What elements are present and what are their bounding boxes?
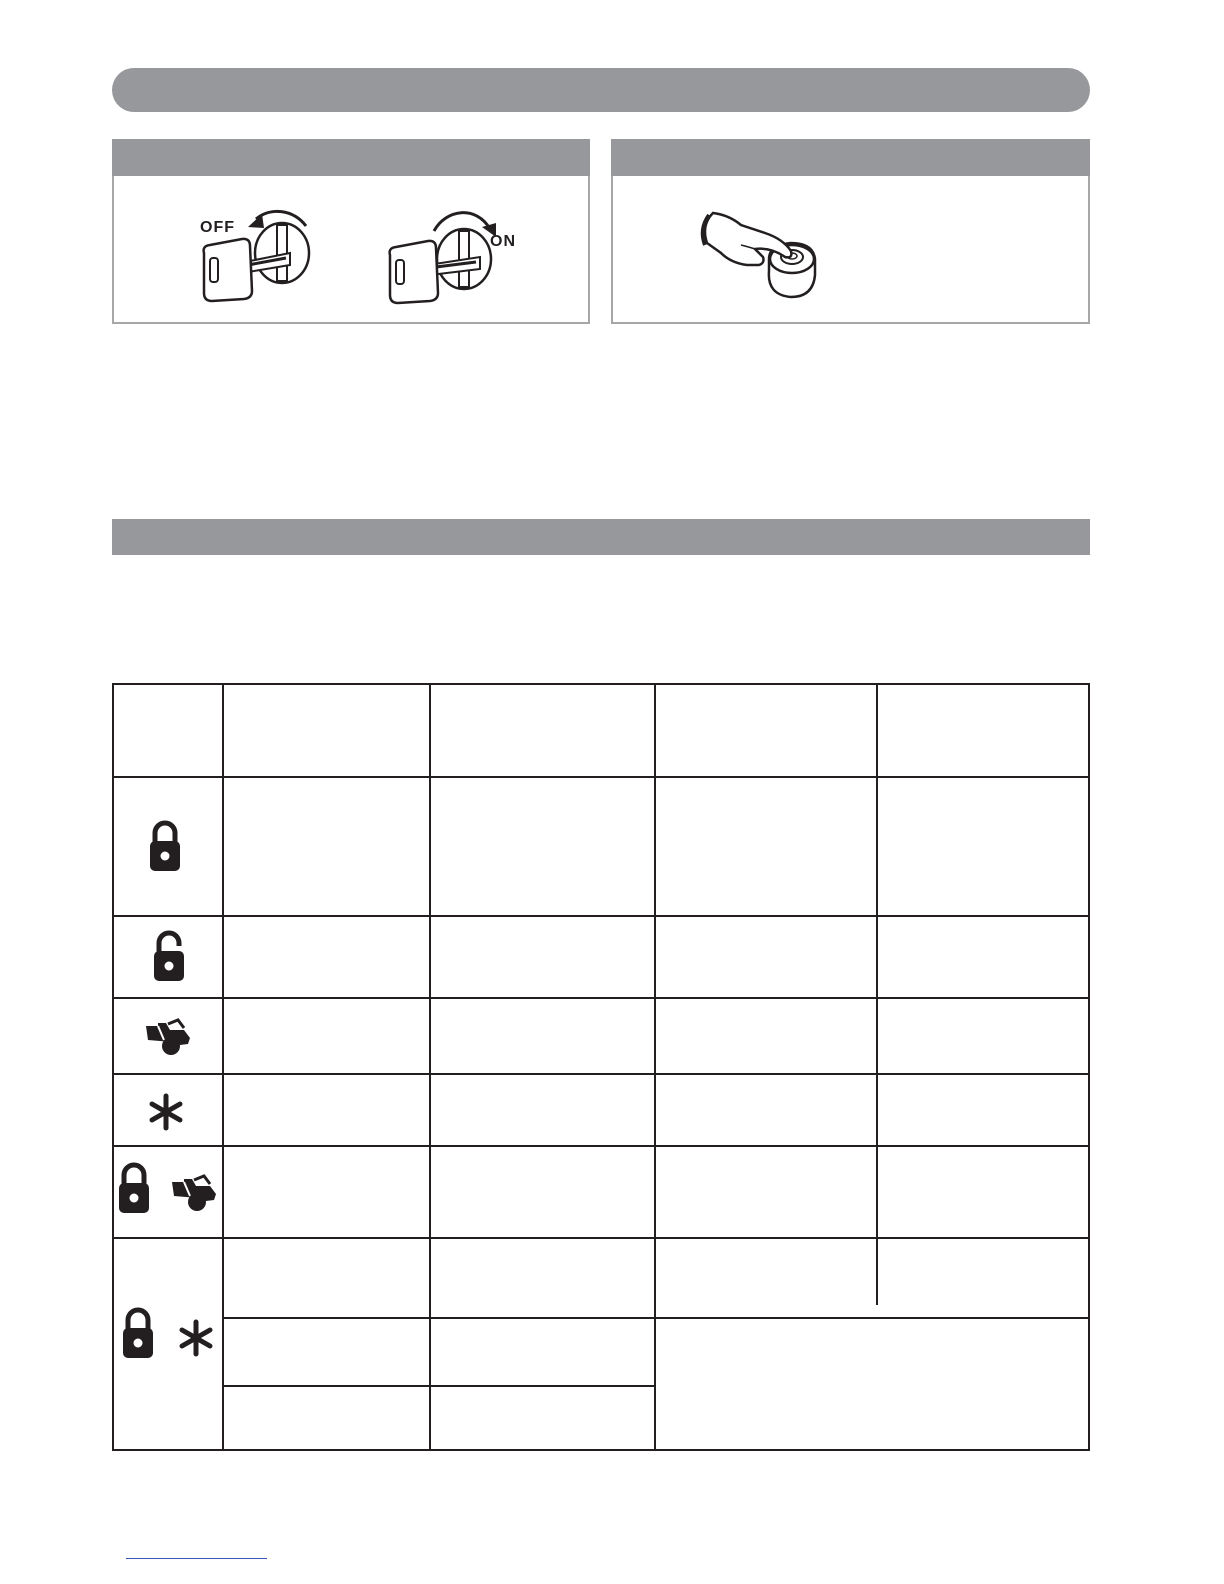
- row-divider: [112, 915, 1090, 917]
- row-divider: [222, 1317, 1090, 1319]
- lock-icon: [118, 1162, 150, 1214]
- column-divider: [429, 683, 431, 1451]
- column-divider: [222, 683, 224, 1451]
- asterisk-icon: [148, 1094, 184, 1130]
- row-divider: [112, 1237, 1090, 1239]
- asterisk-icon: [178, 1320, 214, 1356]
- table-border-right: [1088, 683, 1090, 1451]
- off-label: OFF: [200, 219, 235, 236]
- trunk-icon: [170, 1174, 218, 1212]
- table-border-bottom: [112, 1449, 1090, 1451]
- row-divider: [112, 1145, 1090, 1147]
- footer-link-underline: [126, 1558, 267, 1559]
- row-divider: [112, 776, 1090, 778]
- lock-icon: [122, 1307, 154, 1359]
- table-border-top: [112, 683, 1090, 685]
- column-divider: [654, 683, 656, 1451]
- unlock-icon: [153, 930, 185, 982]
- on-label: ON: [490, 233, 516, 250]
- table-border-left: [112, 683, 114, 1451]
- lock-icon: [149, 820, 181, 872]
- row-divider: [222, 1385, 656, 1387]
- row-divider: [112, 997, 1090, 999]
- trunk-icon: [144, 1018, 192, 1056]
- row-divider: [112, 1073, 1090, 1075]
